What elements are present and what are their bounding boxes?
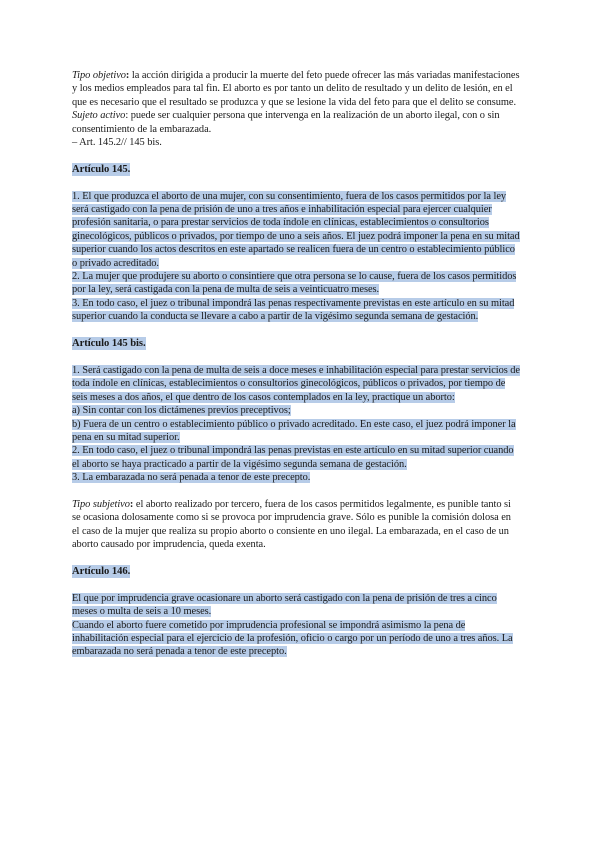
art146-paragraph-2 bbox=[72, 619, 520, 659]
article-145bis-title: Artículo 145 bis. bbox=[72, 338, 146, 350]
art146-paragraph-2-text: Cuando el aborto fuere cometido por imprudencia profesional se impondrá asimismo la pena de inhabilitación especial para el ejercicio de la profesión, oficio o cargo por un período de uno a tres años. La embarazada no será penada a tenor de este precepto. bbox=[72, 619, 513, 658]
tipo-subjetivo-paragraph bbox=[72, 498, 520, 552]
art145bis-paragraph-3-text: 3. La embarazada no será penada a tenor de este precepto. bbox=[72, 472, 311, 484]
art145bis-item-b-text: b) Fuera de un centro o establecimiento público o privado acreditado. En este caso, el juez podrá imponer la pena en su mitad superior. bbox=[72, 418, 516, 443]
document-body bbox=[72, 69, 520, 659]
article-146-title: Artículo 146. bbox=[72, 565, 131, 577]
art146-paragraph-1-text: El que por imprudencia grave ocasionare un aborto será castigado con la pena de prisión de tres a cinco meses o multa de seis a 10 meses. bbox=[72, 592, 497, 618]
art145bis-paragraph-1 bbox=[72, 364, 520, 404]
art145bis-paragraph-2 bbox=[72, 444, 520, 471]
article-reference: – Art. 145.2// 145 bis. bbox=[72, 137, 162, 149]
tipo-objetivo-colon: : bbox=[125, 70, 130, 81]
tipo-subjetivo-colon: : bbox=[129, 498, 134, 510]
tipo-subjetivo-text: el aborto realizado por tercero, fuera de los casos permitidos legalmente, es punible tanto si se ocasiona dolosamente como si se provoca por imprudencia grave. Sólo es punible la comisión dolosa en el caso de la mujer que realiza su propio aborto o consiente en uno ilegal. La embarazada, en el caso de un aborto causado por imprudencia, queda exenta. bbox=[72, 498, 511, 551]
art145bis-paragraph-1-text: 1. Será castigado con la pena de multa de seis a doce meses e inhabilitación especial para prestar servicios de toda índole en clínicas, establecimientos o consultorios ginecológicos, públicos o privados, por tiempo de seis meses a dos años, el que dentro de los casos contemplados en la ley, practique un aborto: bbox=[72, 364, 520, 403]
article-145-title: Artículo 145. bbox=[72, 163, 131, 175]
art145bis-paragraph-2-text: 2. En todo caso, el juez o tribunal impondrá las penas previstas en este artículo en su mitad superior cuando el aborto se haya practicado a partir de la vigésimo segunda semana de gestación. bbox=[72, 445, 514, 470]
art145bis-item-a bbox=[72, 404, 520, 417]
sujeto-activo-text: : puede ser cualquier persona que intervenga en la realización de un aborto ilegal, con o sin consentimiento de la embarazada. bbox=[72, 110, 500, 135]
sujeto-activo-label: Sujeto activo bbox=[72, 110, 126, 122]
tipo-subjetivo-label: Tipo subjetivo bbox=[72, 498, 130, 510]
art146-paragraph-1 bbox=[72, 592, 520, 619]
art145bis-item-a-text: a) Sin contar con los dictámenes previos preceptivos; bbox=[72, 405, 291, 417]
art145-paragraph-2 bbox=[72, 270, 520, 297]
sujeto-activo-paragraph bbox=[72, 109, 520, 136]
art145-paragraph-3-text: 3. En todo caso, el juez o tribunal impondrá las penas respectivamente previstas en este artículo en su mitad superior cuando la conducta se llevare a cabo a partir de la vigésimo segunda semana de gestación. bbox=[72, 297, 515, 323]
art145-paragraph-1 bbox=[72, 190, 520, 270]
art145bis-item-b bbox=[72, 418, 520, 445]
art145-paragraph-3 bbox=[72, 297, 520, 324]
art145bis-paragraph-3 bbox=[72, 471, 520, 484]
tipo-objetivo-label: Tipo objetivo bbox=[72, 70, 126, 81]
tipo-objetivo-paragraph bbox=[72, 69, 520, 109]
art145-paragraph-1-text: 1. El que produzca el aborto de una mujer, con su consentimiento, fuera de los casos permitidos por la ley será castigado con la pena de prisión de uno a tres años e inhabilitación especial para ejercer cualquier profesión sanitaria, o para prestar servicios de toda índole en clínicas, establecimientos o consultorios ginecológicos, públicos o privados, por tiempo de uno a seis años. El juez podrá imponer la pena en su mitad superior cuando los actos descritos en este apartado se realicen fuera de un centro o establecimiento público o privado acreditado. bbox=[72, 190, 520, 269]
tipo-objetivo-text: la acción dirigida a producir la muerte del feto puede ofrecer las más variadas manifestaciones y los medios empleados para tal fin. El aborto es por tanto un delito de resultado y un delito de lesión, en el que es necesario que el resultado se produzca y que se lesione la vida del feto para que el delito se consume. bbox=[72, 70, 520, 108]
art145-paragraph-2-text: 2. La mujer que produjere su aborto o consintiere que otra persona se lo cause, fuera de los casos permitidos por la ley, será castigada con la pena de multa de seis a veinticuatro meses. bbox=[72, 271, 517, 296]
